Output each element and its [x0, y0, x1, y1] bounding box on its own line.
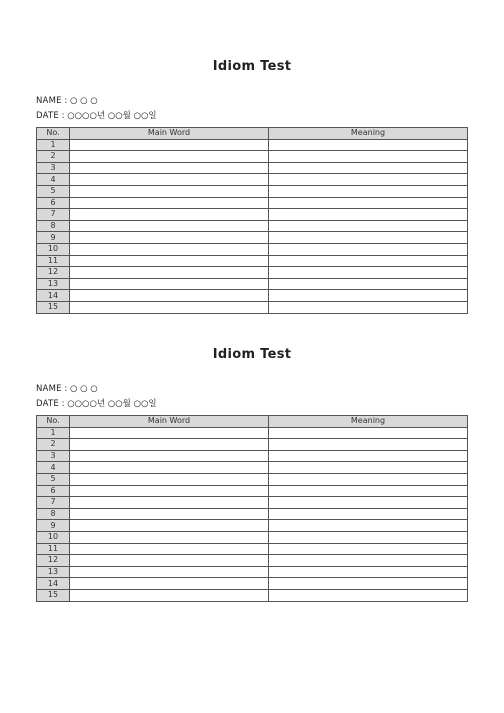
meaning-cell[interactable]: [269, 497, 468, 509]
main-word-cell[interactable]: [70, 243, 269, 255]
date-value: ○○○○년 ○○월 ○○일: [67, 399, 157, 409]
main-word-cell[interactable]: [70, 578, 269, 590]
main-word-cell[interactable]: [70, 485, 269, 497]
table-row: [37, 543, 468, 555]
row-number: 9: [37, 232, 70, 244]
main-word-cell[interactable]: [70, 589, 269, 601]
row-number: 1: [37, 139, 70, 151]
meaning-cell[interactable]: [269, 543, 468, 555]
label-separator: :: [64, 384, 70, 394]
column-header-meaning: Meaning: [269, 128, 468, 140]
meaning-cell[interactable]: [269, 185, 468, 197]
row-number: 11: [37, 255, 70, 267]
row-number: 12: [37, 555, 70, 567]
meaning-cell[interactable]: [269, 139, 468, 151]
meaning-cell[interactable]: [269, 520, 468, 532]
main-word-cell[interactable]: [70, 174, 269, 186]
table-row: [37, 185, 468, 197]
table-row: [37, 197, 468, 209]
meaning-cell[interactable]: [269, 531, 468, 543]
name-value: ○ ○ ○: [69, 96, 98, 106]
name-label: NAME: [36, 384, 62, 394]
main-word-cell[interactable]: [70, 439, 269, 451]
table-row: [37, 566, 468, 578]
row-number: 9: [37, 520, 70, 532]
meaning-cell[interactable]: [269, 255, 468, 267]
sheet-title: Idiom Test: [212, 347, 292, 362]
meaning-cell[interactable]: [269, 243, 468, 255]
row-number: 4: [37, 462, 70, 474]
meaning-cell[interactable]: [269, 462, 468, 474]
main-word-cell[interactable]: [70, 462, 269, 474]
table-row: [37, 427, 468, 439]
main-word-cell[interactable]: [70, 301, 269, 313]
meaning-cell[interactable]: [269, 566, 468, 578]
idiom-table: [36, 415, 468, 602]
main-word-cell[interactable]: [70, 232, 269, 244]
table-row: [37, 162, 468, 174]
main-word-cell[interactable]: [70, 151, 269, 163]
main-word-cell[interactable]: [70, 497, 269, 509]
main-word-cell[interactable]: [70, 555, 269, 567]
table-row: [37, 255, 468, 267]
table-row: [37, 578, 468, 590]
main-word-cell[interactable]: [70, 220, 269, 232]
table-row: [37, 267, 468, 279]
meaning-cell[interactable]: [269, 209, 468, 221]
meaning-cell[interactable]: [269, 555, 468, 567]
meaning-cell[interactable]: [269, 197, 468, 209]
main-word-cell[interactable]: [70, 185, 269, 197]
row-number: 14: [37, 290, 70, 302]
header-row: [37, 128, 468, 140]
meaning-cell[interactable]: [269, 450, 468, 462]
table-row: [37, 450, 468, 462]
main-word-cell[interactable]: [70, 255, 269, 267]
meaning-cell[interactable]: [269, 174, 468, 186]
column-header-no: No.: [37, 416, 70, 428]
table-row: [37, 462, 468, 474]
name-label: NAME: [36, 96, 62, 106]
meaning-cell[interactable]: [269, 508, 468, 520]
column-header-no: No.: [37, 128, 70, 140]
table-row: [37, 243, 468, 255]
row-number: 1: [37, 427, 70, 439]
row-number: 12: [37, 267, 70, 279]
row-number: 3: [37, 450, 70, 462]
row-number: 7: [37, 209, 70, 221]
meaning-cell[interactable]: [269, 151, 468, 163]
column-header-meaning: Meaning: [269, 416, 468, 428]
table-row: [37, 508, 468, 520]
header-row: [37, 416, 468, 428]
row-number: 5: [37, 473, 70, 485]
row-number: 3: [37, 162, 70, 174]
row-number: 6: [37, 197, 70, 209]
meaning-cell[interactable]: [269, 439, 468, 451]
table-body: [37, 139, 468, 313]
label-separator: :: [61, 399, 68, 409]
meaning-cell[interactable]: [269, 578, 468, 590]
idiom-test-sheet: [0, 58, 504, 312]
row-number: 6: [37, 485, 70, 497]
date-value: ○○○○년 ○○월 ○○일: [67, 111, 157, 121]
row-number: 8: [37, 508, 70, 520]
table-row: [37, 473, 468, 485]
name-line: [36, 96, 98, 107]
main-word-cell[interactable]: [70, 473, 269, 485]
meaning-cell[interactable]: [269, 278, 468, 290]
main-word-cell[interactable]: [70, 290, 269, 302]
main-word-cell[interactable]: [70, 139, 269, 151]
column-header-main-word: Main Word: [70, 416, 269, 428]
meaning-cell[interactable]: [269, 290, 468, 302]
table-row: [37, 139, 468, 151]
meaning-cell[interactable]: [269, 473, 468, 485]
main-word-cell[interactable]: [70, 427, 269, 439]
meaning-cell[interactable]: [269, 301, 468, 313]
name-value: ○ ○ ○: [69, 384, 98, 394]
idiom-test-sheet: [0, 346, 504, 600]
row-number: 15: [37, 301, 70, 313]
table-row: [37, 209, 468, 221]
label-separator: :: [64, 96, 70, 106]
table-row: [37, 555, 468, 567]
row-number: 13: [37, 278, 70, 290]
label-separator: :: [61, 111, 68, 121]
sheet-title: Idiom Test: [212, 59, 292, 74]
row-number: 10: [37, 243, 70, 255]
meaning-cell[interactable]: [269, 162, 468, 174]
meaning-cell[interactable]: [269, 267, 468, 279]
main-word-cell[interactable]: [70, 531, 269, 543]
row-number: 10: [37, 531, 70, 543]
row-number: 8: [37, 220, 70, 232]
idiom-table: [36, 127, 468, 314]
date-label: DATE: [36, 111, 59, 121]
table-row: [37, 485, 468, 497]
table-row: [37, 232, 468, 244]
table-row: [37, 290, 468, 302]
table-row: [37, 220, 468, 232]
main-word-cell[interactable]: [70, 520, 269, 532]
row-number: 4: [37, 174, 70, 186]
row-number: 2: [37, 439, 70, 451]
date-label: DATE: [36, 399, 59, 409]
table-row: [37, 589, 468, 601]
main-word-cell[interactable]: [70, 508, 269, 520]
row-number: 2: [37, 151, 70, 163]
meaning-cell[interactable]: [269, 220, 468, 232]
date-line: [36, 111, 157, 122]
table-row: [37, 531, 468, 543]
main-word-cell[interactable]: [70, 197, 269, 209]
main-word-cell[interactable]: [70, 162, 269, 174]
main-word-cell[interactable]: [70, 566, 269, 578]
row-number: 7: [37, 497, 70, 509]
table-row: [37, 520, 468, 532]
main-word-cell[interactable]: [70, 267, 269, 279]
row-number: 5: [37, 185, 70, 197]
main-word-cell[interactable]: [70, 450, 269, 462]
meaning-cell[interactable]: [269, 427, 468, 439]
table-body: [37, 427, 468, 601]
name-line: [36, 384, 98, 395]
table-row: [37, 151, 468, 163]
row-number: 11: [37, 543, 70, 555]
table-row: [37, 301, 468, 313]
table-row: [37, 278, 468, 290]
meaning-cell[interactable]: [269, 232, 468, 244]
meaning-cell[interactable]: [269, 485, 468, 497]
table-row: [37, 174, 468, 186]
column-header-main-word: Main Word: [70, 128, 269, 140]
main-word-cell[interactable]: [70, 543, 269, 555]
main-word-cell[interactable]: [70, 278, 269, 290]
table-row: [37, 439, 468, 451]
row-number: 13: [37, 566, 70, 578]
main-word-cell[interactable]: [70, 209, 269, 221]
row-number: 15: [37, 589, 70, 601]
meaning-cell[interactable]: [269, 589, 468, 601]
row-number: 14: [37, 578, 70, 590]
table-row: [37, 497, 468, 509]
date-line: [36, 399, 157, 410]
